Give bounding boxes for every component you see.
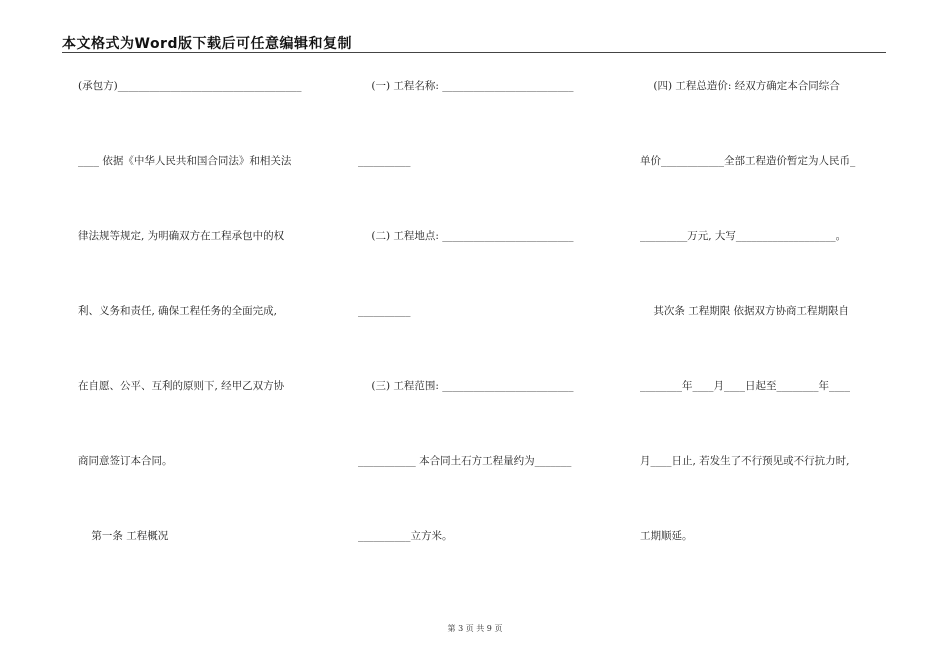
text-line: _________万元, 大写___________________。	[640, 230, 847, 242]
document-header-title: 本文格式为Word版下载后可任意编辑和复制	[62, 36, 352, 52]
text-line: (承包方)___________________________________	[78, 80, 302, 92]
text-line: (四) 工程总造价: 经双方确定本合同综合	[640, 80, 840, 92]
text-line: __________立方米。	[358, 530, 453, 542]
text-line: __________	[358, 155, 411, 167]
text-line: 律法规等规定, 为明确双方在工程承包中的权	[78, 230, 285, 242]
text-line: (一) 工程名称: _________________________	[358, 80, 574, 92]
header-divider	[62, 52, 886, 53]
text-line: 月____日止, 若发生了不行预见或不行抗力时,	[640, 455, 850, 467]
text-line: __________	[358, 305, 411, 317]
text-line: ____ 依据《中华人民共和国合同法》和相关法	[78, 155, 292, 167]
text-line: 工期顺延。	[640, 530, 693, 542]
text-line: 单价____________全部工程造价暂定为人民币_	[640, 155, 856, 167]
text-line: ________年____月____日起至________年____	[640, 380, 850, 392]
text-line: 在自愿、公平、互利的原则下, 经甲乙双方协	[78, 380, 285, 392]
text-line: ___________ 本合同土石方工程量约为_______	[358, 455, 572, 467]
text-line: (二) 工程地点: _________________________	[358, 230, 574, 242]
page-number: 第 3 页 共 9 页	[447, 624, 503, 633]
section-heading: 第一条 工程概况	[78, 530, 169, 542]
text-line: 利、义务和责任, 确保工程任务的全面完成,	[78, 305, 278, 317]
text-line: 商同意签订本合同。	[78, 455, 173, 467]
text-line: (三) 工程范围: _________________________	[358, 380, 574, 392]
text-line: 其次条 工程期限 依据双方协商工程期限自	[640, 305, 850, 317]
